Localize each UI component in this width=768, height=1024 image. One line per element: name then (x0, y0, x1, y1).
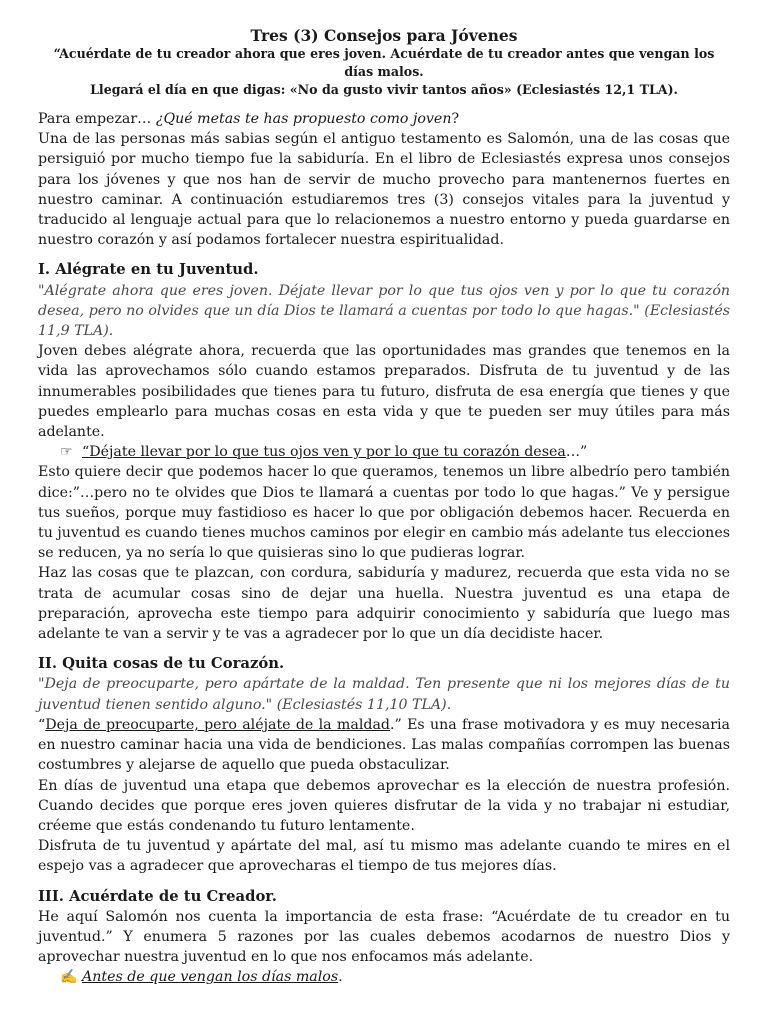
epigraph-line-2: Llegará el día en que digas: «No da gusto vivir tantos años» (Eclesiastés 12,1 TLA). (90, 82, 678, 97)
section-3-bullet (60, 967, 730, 987)
document-title: Tres (3) Consejos para Jóvenes (250, 26, 518, 45)
section-2-quote: "Deja de preocuparte, pero apártate de la maldad. Ten presente que ni los mejores días de tu juventud tienen sentido alguno." (Eclesiastés 11,10 TLA). (38, 676, 730, 713)
section-2-paragraph-1 (38, 715, 730, 776)
section-2-p1-rest: .” Es una frase motivadora y es muy necesaria en nuestro caminar hacia una vida de bendiciones. Las malas compañías corrompen las buenas costumbres y alejarse de aquello que pueda obstaculizar. (38, 716, 730, 774)
section-3-bullet-text: Antes de que vengan los días malos (82, 969, 339, 986)
section-2-paragraph-2: En días de juventud una etapa que debemos aprovechar es la elección de nuestra profesión. Cuando decides que porque eres joven quieres disfrutar de la vida y no trabajar ni estudiar, créeme que estás condenando tu futuro lentamente. (38, 777, 730, 834)
epigraph-line-1: “Acuérdate de tu creador ahora que eres joven. Acuérdate de tu creador antes que vengan los días malos. (53, 46, 715, 79)
section-1-bullet (60, 442, 730, 462)
epigraph (38, 45, 730, 99)
section-3-heading: III. Acuérdate de tu Creador. (38, 887, 277, 905)
section-2-paragraph-3: Disfruta de tu juventud y apártate del mal, así tu mismo mas adelante cuando te mires en el espejo vas a agradecer que aprovecharas el tiempo de tus mejores días. (38, 838, 730, 875)
intro-lead: Para empezar… (38, 111, 156, 127)
section-3-bullet-end: . (338, 969, 343, 986)
section-3-paragraph-1: He aquí Salomón nos cuenta la importancia de esta frase: “Acuérdate de tu creador en tu juventud.” Y enumera 5 razones por las cuales debemos acodarnos de nuestro Dios y aprovechar nuestra juventud en lo que nos enfocamos más adelante. (38, 908, 730, 966)
section-1-heading: I. Alégrate en tu Juventud. (38, 261, 259, 279)
section-1-quote: "Alégrate ahora que eres joven. Déjate llevar por lo que tus ojos ven y por lo que tu corazón desea, pero no olvides que un día Dios te llamará a cuentas por todo lo que hagas." (Eclesiastés 11,9 TLA). (38, 282, 730, 340)
intro-question (38, 109, 730, 129)
intro-paragraph: Una de las personas más sabias según el antiguo testamento es Salomón, una de las cosas que persiguió por mucho tiempo fue la sabiduría. En el libro de Eclesiastés expresa unos consejos para los jóvenes y que nos han de servir de mucho provecho para mantenernos fuertes en nuestro caminar. A continuación estudiaremos tres (3) consejos vitales para la juventud y traducido al lenguaje actual para que lo relacionemos a nuestro entorno y pueda guardarse en nuestro corazón y así podamos fortalecer nuestra espiritualidad. (38, 131, 730, 249)
section-1-paragraph-2: Esto quiere decir que podemos hacer lo que queramos, tenemos un libre albedrío pero también dice:”…pero no te olvides que Dios te llamará a cuentas por todo lo que hagas.” Ve y persigue tus sueños, porque muy fastidioso es hacer lo que por obligación debemos hacer. Recuerda en tu juventud es cuando tienes muchos caminos por elegir en cambio más adelante tus elecciones se reducen, ya no sería lo que quisieras sino lo que pudieras lograr. (38, 464, 730, 562)
section-2-heading: II. Quita cosas de tu Corazón. (38, 655, 285, 673)
section-1-paragraph-3: Haz las cosas que te plazcan, con cordura, sabiduría y madurez, recuerda que esta vida no se trata de acumular cosas sino de dejar una huella. Nuestra juventud es una etapa de preparación, aprovecha este tiempo para adquirir conocimiento y sabiduría que luego mas adelante te van a servir y te vas a agradecer por lo que un día decidiste hacer. (38, 565, 730, 643)
section-2-p1-underlined: Deja de preocuparte, pero aléjate de la maldad (45, 716, 390, 733)
section-1-bullet-text: Déjate llevar por lo que tus ojos ven y por lo que tu corazón desea (89, 444, 566, 461)
intro-question-text: ¿Qué metas te has propuesto como joven (155, 111, 452, 127)
section-2-p1-open: “ (38, 716, 46, 733)
section-1-bullet-open: “ (82, 444, 90, 461)
writing-hand-icon: ✍ (60, 969, 78, 986)
section-1-bullet-close: …” (565, 444, 588, 461)
pointing-hand-icon: ☞ (60, 444, 73, 461)
intro-question-end: ? (451, 111, 460, 127)
section-1-paragraph-1: Joven debes alégrate ahora, recuerda que las oportunidades mas grandes que tenemos en la vida las aprovechamos sólo cuando estamos preparados. Disfruta de tu juventud y de las innumerables posibilidades que tienes para tu futuro, disfruta de esa energía que tienes y que puedes emplearlo para muchas cosas en esta vida y que te pueden ser muy útiles para más adelante. (38, 343, 730, 441)
